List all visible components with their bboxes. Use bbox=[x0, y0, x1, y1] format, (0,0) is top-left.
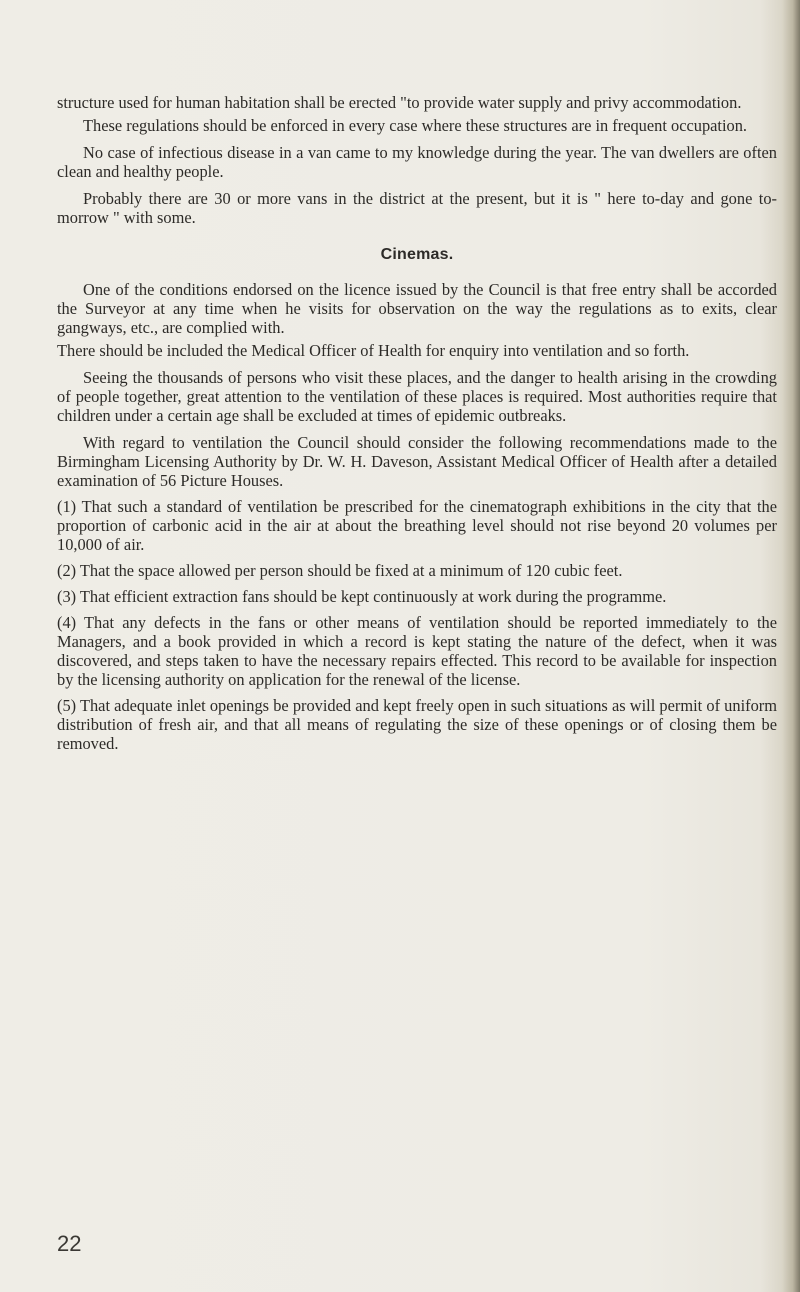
body-text bbox=[57, 93, 777, 757]
page-number: 22 bbox=[57, 1231, 82, 1256]
recommendation-2: (2) That the space allowed per person should be fixed at a minimum of 120 cubic feet. bbox=[57, 561, 623, 580]
page-edge-shadow bbox=[782, 0, 800, 1292]
paragraph-licence-conditions: One of the conditions endorsed on the licence issued by the Council is that free entry shall be accorded the Surveyor at any time when he visits for observation on the way the regulations as to exits, clear gangways, etc., are complied with. bbox=[57, 280, 777, 337]
section-heading-cinemas: Cinemas. bbox=[380, 246, 454, 263]
paragraph-van-count: Probably there are 30 or more vans in the district at the present, but it is " here to-day and gone to-morrow " with some. bbox=[57, 189, 777, 227]
paragraph-infectious-disease: No case of infectious disease in a van came to my knowledge during the year. The van dwellers are often clean and healthy people. bbox=[57, 143, 777, 181]
recommendation-1: (1) That such a standard of ventilation be prescribed for the cinematograph exhibitions in the city that the proportion of carbonic acid in the air at about the breathing level should not rise beyond 20 volumes per 10,000 of air. bbox=[57, 497, 777, 554]
paragraph-ventilation-recommendations-intro: With regard to ventilation the Council should consider the following recommendations made to the Birmingham Licensing Authority by Dr. W. H. Daveson, Assistant Medical Officer of Health after a detailed examination of 56 Picture Houses. bbox=[57, 433, 777, 490]
recommendation-4: (4) That any defects in the fans or other means of ventilation should be reported immediately to the Managers, and a book provided in which a record is kept stating the nature of the defect, when it was discovered, and steps taken to have the necessary repairs effected. This record to be available for inspection by the licensing authority on application for the renewal of the license. bbox=[57, 613, 777, 689]
recommendation-5: (5) That adequate inlet openings be provided and kept freely open in such situations as will permit of uniform distribution of fresh air, and that all means of regulating the size of these openings or of closing them be removed. bbox=[57, 696, 777, 753]
recommendation-3: (3) That efficient extraction fans should be kept continuously at work during the programme. bbox=[57, 587, 667, 606]
paragraph-crowding-danger: Seeing the thousands of persons who visit these places, and the danger to health arising in the crowding of people together, great attention to the ventilation of these places is required. Most authorities require that children under a certain age shall be excluded at times of epidemic outbreaks. bbox=[57, 368, 777, 425]
paragraph-van-structures: structure used for human habitation shall be erected "to provide water supply and privy accommodation. bbox=[57, 93, 742, 112]
paragraph-regulations: These regulations should be enforced in every case where these structures are in frequent occupation. bbox=[83, 116, 748, 135]
paragraph-medical-officer: There should be included the Medical Officer of Health for enquiry into ventilation and so forth. bbox=[57, 341, 690, 360]
